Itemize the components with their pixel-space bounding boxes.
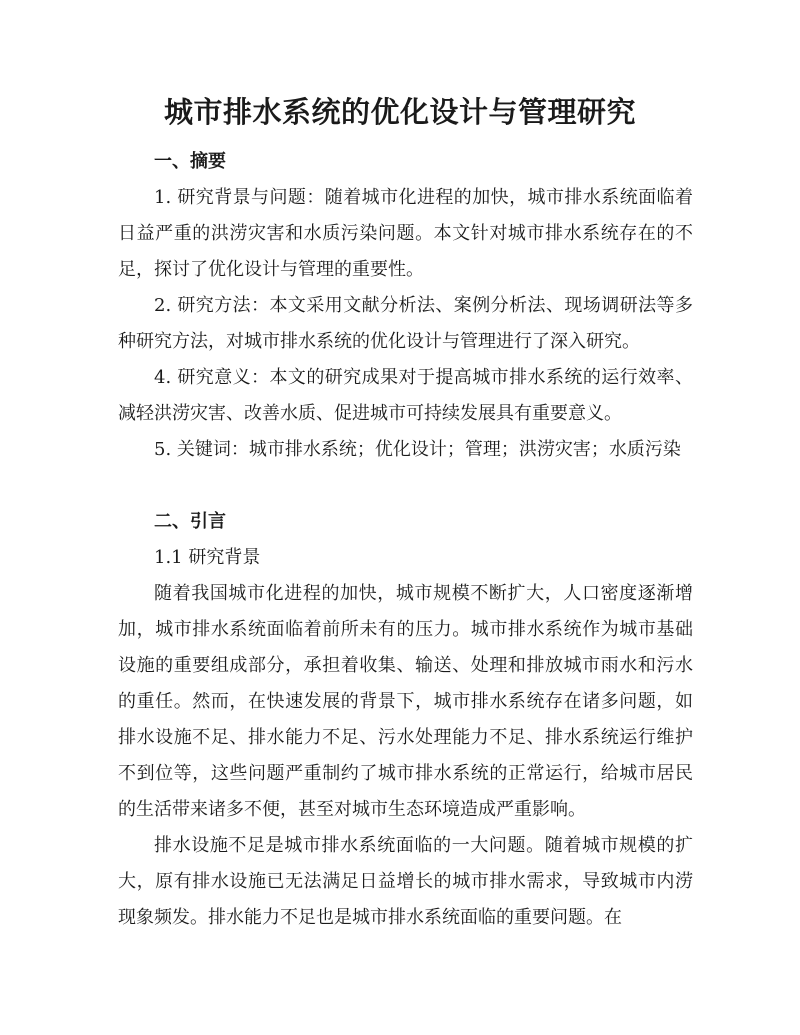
section-heading-abstract: 一、摘要 [154,151,226,172]
section-heading-introduction: 二、引言 [154,511,226,532]
subsection-heading-background: 1.1 研究背景 [154,547,261,568]
abstract-paragraph-keywords: 5. 关键词：城市排水系统；优化设计；管理；洪涝灾害；水质污染 [154,439,681,460]
abstract-paragraph-significance: 4. 研究意义：本文的研究成果对于提高城市排水系统的运行效率、减轻洪涝灾害、改善水质、促进城市可持续发展具有重要意义。 [118,367,693,424]
page-title: 城市排水系统的优化设计与管理研究 [163,95,636,129]
abstract-paragraph-methods: 2. 研究方法：本文采用文献分析法、案例分析法、现场调研法等多种研究方法，对城市排水系统的优化设计与管理进行了深入研究。 [118,295,693,352]
abstract-paragraph-background: 1. 研究背景与问题：随着城市化进程的加快，城市排水系统面临着日益严重的洪涝灾害和水质污染问题。本文针对城市排水系统存在的不足，探讨了优化设计与管理的重要性。 [118,187,693,280]
intro-paragraph-2: 排水设施不足是城市排水系统面临的一大问题。随着城市规模的扩大，原有排水设施已无法满足日益增长的城市排水需求，导致城市内涝现象频发。排水能力不足也是城市排水系统面临的重要问题。在 [118,835,693,928]
intro-paragraph-1: 随着我国城市化进程的加快，城市规模不断扩大，人口密度逐渐增加，城市排水系统面临着前所未有的压力。城市排水系统作为城市基础设施的重要组成部分，承担着收集、输送、处理和排放城市雨水和污水的重任。然而，在快速发展的背景下，城市排水系统存在诸多问题，如排水设施不足、排水能力不足、污水处理能力不足、排水系统运行维护不到位等，这些问题严重制约了城市排水系统的正常运行，给城市居民的生活带来诸多不便，甚至对城市生态环境造成严重影响。 [118,583,693,820]
